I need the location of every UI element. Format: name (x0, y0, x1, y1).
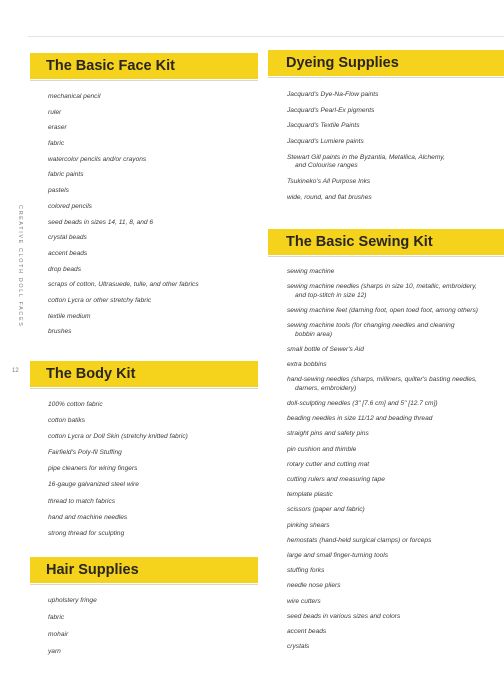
list-item: wide, round, and flat brushes (287, 193, 372, 201)
list-item: thread to match fabrics (48, 497, 116, 505)
list-item: hemostats (hand-held surgical clamps) or forceps (287, 536, 432, 544)
list-item: straight pins and safety pins (287, 430, 369, 438)
list-item: scissors (paper and fabric) (287, 506, 365, 514)
list-item: mechanical pencil (48, 93, 101, 100)
body-kit-list (48, 401, 253, 538)
list-item: cotton Lycra or Doll Skin (stretchy knitted fabric) (48, 433, 188, 441)
list-item: textile medium (48, 312, 91, 320)
dyeing-supplies-title: Dyeing Supplies (286, 55, 399, 71)
list-item: hand-sewing needles (sharps, milliners, quilter's basting needles, (287, 376, 478, 384)
sewing-kit-rule (268, 256, 504, 257)
list-item-continuation-text: and Colourise ranges (295, 162, 358, 170)
spine-text: CREATIVE CLOTH DOLL FACES (17, 205, 23, 328)
list-item: Fairfield's Poly-fil Stuffing (48, 449, 122, 457)
list-item: crystal beads (48, 234, 87, 242)
list-item: pinking shears (287, 521, 330, 529)
list-item: seed beads in various sizes and colors (287, 612, 401, 620)
list-item-continuation-text: and top-stitch in size 12) (295, 291, 367, 299)
list-item: 16-gauge galvanized steel wire (48, 481, 139, 489)
list-item: small bottle of Sewer's Aid (287, 345, 364, 353)
dyeing-supplies-header-band (268, 50, 504, 76)
list-item: drop beads (48, 265, 81, 273)
list-item: accent beads (287, 627, 327, 635)
list-item: brushes (48, 328, 72, 336)
hair-supplies-list (48, 597, 253, 657)
list-item: large and small finger-turning tools (287, 551, 389, 559)
list-item: Tsukineko's All Purpose Inks (287, 178, 371, 186)
list-item: cotton batiks (48, 417, 86, 425)
sewing-kit-title: The Basic Sewing Kit (286, 234, 433, 250)
list-item: crystals (287, 643, 310, 651)
list-item: rotary cutter and cutting mat (287, 460, 370, 468)
body-kit-header-band (30, 361, 258, 387)
list-item: sewing machine feet (darning foot, open toed foot, among others) (287, 306, 478, 314)
list-item: Jacquard's Lumiere paints (287, 138, 364, 146)
list-item: Jacquard's Textile Paints (287, 122, 360, 130)
face-kit-list (48, 93, 253, 337)
list-item: mohair (48, 630, 69, 638)
list-item: upholstery fringe (48, 597, 97, 604)
list-item: sewing machine needles (sharps in size 10, metallic, embroidery, (287, 283, 477, 291)
list-item: Jacquard's Pearl-Ex pigments (287, 106, 375, 114)
list-item: ruler (48, 108, 62, 116)
list-item: beading needles in size 11/12 and beading thread (287, 415, 433, 423)
list-item-continuation (287, 385, 499, 394)
list-item: Stewart Gill paints in the Byzantia, Metallica, Alchemy, (287, 153, 445, 161)
face-kit-rule (30, 80, 258, 81)
list-item: hand and machine needles (48, 513, 128, 521)
list-item: stuffing forks (287, 567, 325, 575)
body-kit-rule (30, 388, 258, 389)
page-number: 12 (12, 368, 19, 374)
list-item: sewing machine tools (for changing needles and cleaning (287, 322, 455, 330)
list-item: pastels (48, 187, 69, 195)
list-item-continuation (287, 292, 499, 301)
list-item: watercolor pencils and/or crayons (48, 155, 147, 163)
dyeing-supplies-rule (268, 77, 504, 78)
list-item: strong thread for sculpting (48, 529, 125, 537)
list-item: fabric (48, 613, 65, 621)
hair-supplies-title: Hair Supplies (46, 562, 139, 578)
sewing-kit-list (287, 268, 499, 652)
hair-supplies-header-band (30, 557, 258, 583)
list-item: yarn (48, 647, 61, 655)
list-item: fabric (48, 140, 65, 148)
list-item: needle nose pliers (287, 582, 341, 590)
list-item: scraps of cotton, Ultrasuede, tulle, and other fabrics (48, 281, 199, 289)
list-item: cotton Lycra or other stretchy fabric (48, 296, 152, 304)
list-item: doll-sculpting needles (3" [7.6 cm] and 5" [12.7 cm]) (287, 400, 438, 408)
sewing-kit-header-band (268, 229, 504, 255)
list-item: Jacquard's Dye-Na-Flow paints (287, 91, 379, 98)
list-item: seed beads in sizes 14, 11, 8, and 6 (48, 218, 154, 226)
hair-supplies-rule (30, 584, 258, 585)
list-item: pipe cleaners for wiring fingers (48, 465, 138, 473)
list-item: sewing machine (287, 268, 335, 275)
list-item: pin cushion and thimble (287, 445, 357, 453)
list-item-continuation (287, 331, 499, 340)
list-item-continuation (287, 162, 499, 171)
list-item: wire cutters (287, 597, 321, 605)
list-item: eraser (48, 124, 67, 132)
spine-running-title (15, 205, 25, 380)
list-item: extra bobbins (287, 361, 327, 369)
list-item: colored pencils (48, 202, 92, 210)
list-item: fabric paints (48, 171, 84, 179)
top-rule (28, 36, 504, 37)
face-kit-title: The Basic Face Kit (46, 58, 175, 74)
body-kit-title: The Body Kit (46, 366, 136, 382)
list-item: 100% cotton fabric (48, 401, 103, 408)
face-kit-header-band (30, 53, 258, 79)
list-item-continuation-text: bobbin area) (295, 330, 333, 338)
list-item: cutting rulers and measuring tape (287, 476, 385, 484)
list-item-continuation-text: darners, embroidery) (295, 384, 357, 392)
dyeing-supplies-list (287, 91, 499, 202)
list-item: accent beads (48, 249, 88, 257)
list-item: template plastic (287, 491, 333, 499)
